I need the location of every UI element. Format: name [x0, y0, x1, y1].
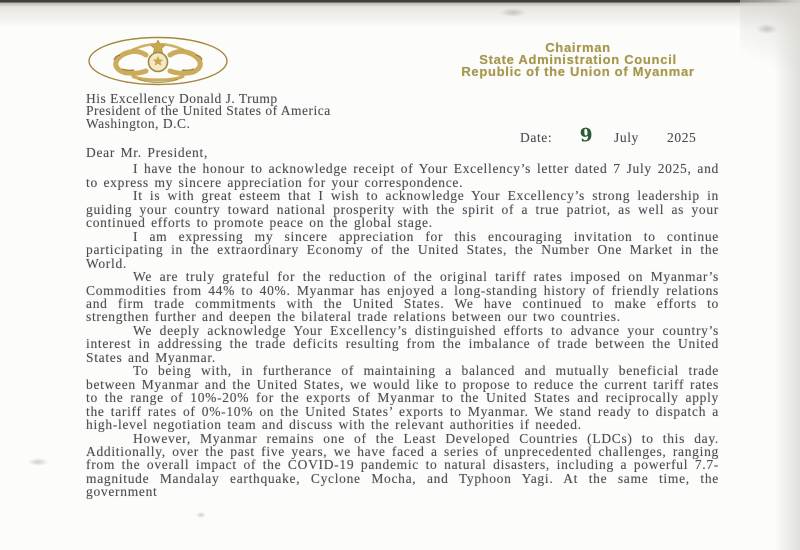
scan-smudge	[756, 24, 778, 34]
letterhead-title-country: Republic of the Union of Myanmar	[461, 63, 695, 79]
body-paragraph: To being with, in furtherance of maintaining a balanced and mutually beneficial trade between Myanmar and the United States, we would like to propose to reduce the current tariff rates to the range of 10%-20% for the exports of Myanmar to the United States and reciprocally apply the tariff rates of 0%-10% on the United States’ exports to Myanmar. We stand ready to dispatch a high-level negotiation team and discuss with the relevant authorities if needed.	[86, 363, 719, 433]
date-year: 2025	[667, 130, 697, 145]
recipient-title: President of the United States of America	[86, 103, 331, 119]
scan-smudge	[196, 512, 206, 518]
myanmar-state-seal-icon	[86, 35, 230, 87]
salutation: Dear Mr. President,	[86, 145, 209, 160]
scan-top-edge	[0, 0, 800, 30]
letterhead-title-council: State Administration Council	[479, 51, 677, 67]
body-paragraph: It is with great esteem that I wish to acknowledge Your Excellency’s strong leadership in guiding your country toward national prosperity with the spirit of a true patriot, as well as your continued efforts to promote peace on the global stage.	[86, 188, 719, 231]
letter-body	[86, 146, 719, 499]
scan-smudge	[28, 458, 48, 466]
scan-right-edge	[774, 0, 800, 550]
scan-smudge	[500, 8, 526, 17]
date-label: Date:	[520, 130, 553, 145]
body-paragraph: We deeply acknowledge Your Excellency’s distinguished efforts to advance your country’s interest in addressing the trade deficits resulting from the imbalance of trade between the United States and Myanmar.	[86, 322, 719, 365]
recipient-address	[86, 93, 331, 130]
body-paragraph: We are truly grateful for the reduction of the original tariff rates imposed on Myanmar’s Commodities from 44% to 40%. Myanmar has enjoyed a long-standing history of friendly relations and firm trade commitments with the United States. We have continued to make efforts to strengthen further and deepen the bilateral trade relations between our two countries.	[86, 269, 719, 325]
scan-corner-shadow	[740, 0, 800, 90]
recipient-city: Washington, D.C.	[86, 115, 191, 131]
body-paragraph: I have the honour to acknowledge receipt of Your Excellency’s letter dated 7 July 2025, and to express my sincere appreciation for your correspondence.	[86, 161, 719, 190]
letterhead	[408, 42, 748, 77]
handwritten-day: 9	[579, 124, 594, 147]
letterhead-title-chairman: Chairman	[545, 40, 611, 55]
body-paragraph: However, Myanmar remains one of the Least Developed Countries (LDCs) to this day. Additionally, over the past five years, we have faced a series of unprecedented challenges, ranging from the overall impact of the COVID-19 pandemic to natural disasters, including a powerful 7.7-magnitude Mandalay earthquake, Cyclone Mocha, and Typhoon Yagi. At the same time, the government	[86, 430, 719, 500]
date-month: July	[614, 130, 639, 145]
body-paragraph: I am expressing my sincere appreciation for this encouraging invitation to continue participating in the extraordinary Economy of the United States, the Number One Market in the World.	[86, 228, 719, 271]
recipient-name: His Excellency Donald J. Trump	[86, 91, 278, 106]
